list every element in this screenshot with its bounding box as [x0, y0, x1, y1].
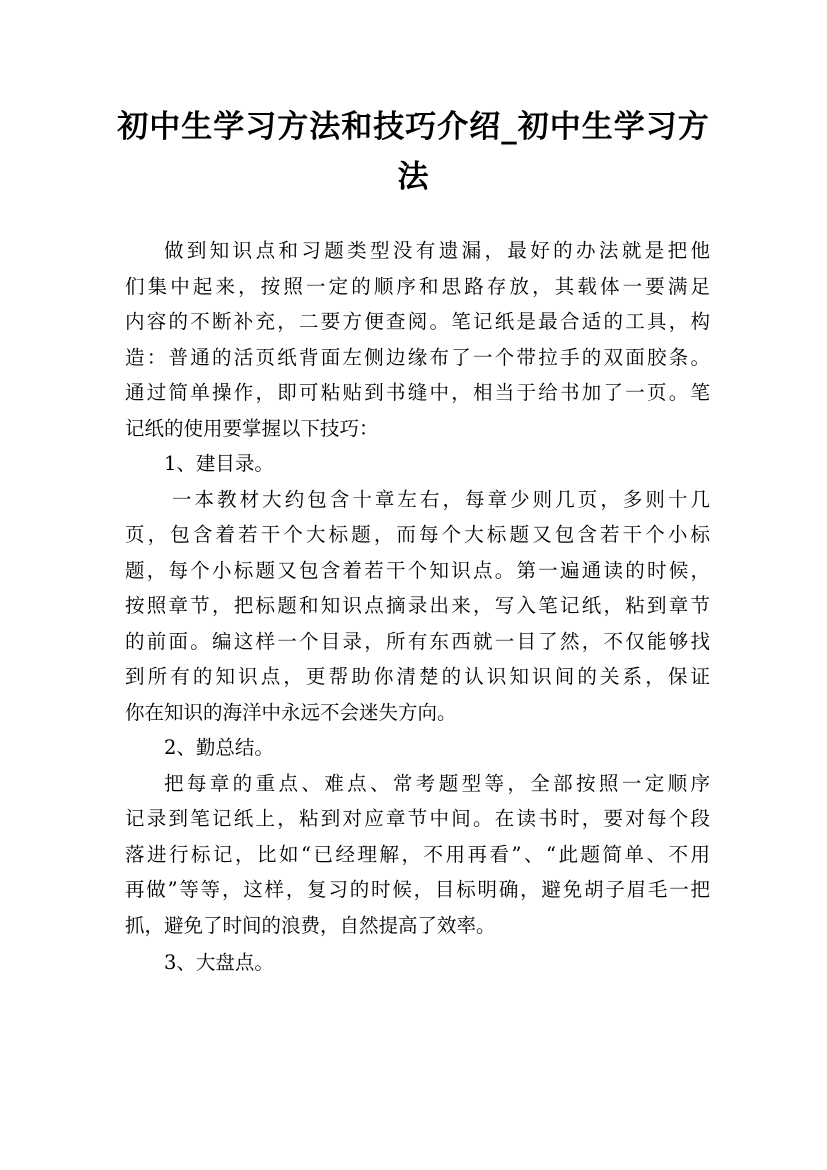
paragraph-line: 抓，避免了时间的浪费，自然提高了效率。: [125, 913, 496, 937]
paragraph-line: 你在知识的海洋中永远不会迷失方向。: [125, 700, 457, 724]
paragraph-line: 们集中起来，按照一定的顺序和思路存放，其载体一要满足: [125, 274, 710, 298]
paragraph-line: 内容的不断补充，二要方便查阅。笔记纸是最合适的工具，构: [125, 310, 710, 333]
paragraph-line: 页，包含着若干个大标题，而每个大标题又包含若干个小标: [125, 523, 710, 546]
paragraph-line: 的前面。编这样一个目录，所有东西就一目了然，不仅能够找: [125, 629, 710, 653]
document-title: [110, 102, 717, 202]
paragraph-section-1: [125, 482, 710, 731]
title-line-2: 法: [397, 159, 430, 195]
paragraph-line: 把每章的重点、难点、常考题型等，全部按照一定顺序: [164, 771, 710, 795]
section-heading-2: 2、勤总结。: [164, 736, 274, 759]
title-line-1: 初中生学习方法和技巧介绍_初中生学习方: [117, 109, 710, 145]
paragraph-section-2: [125, 766, 710, 944]
paragraph-line: 做到知识点和习题类型没有遗漏，最好的办法就是把他: [164, 239, 710, 262]
paragraph-line: 造：普通的活页纸背面左侧边缘布了一个带拉手的双面胶条。: [125, 345, 710, 369]
paragraph-line: 记录到笔记纸上，粘到对应章节中间。在读书时，要对每个段: [125, 807, 710, 830]
section-heading-1: 1、建目录。: [164, 452, 274, 475]
paragraph-line: 题，每个小标题又包含着若干个知识点。第一遍通读的时候，: [125, 558, 710, 582]
section-heading-3: 3、大盘点。: [164, 951, 274, 974]
document-body: [125, 233, 710, 981]
paragraph-intro: [125, 233, 710, 446]
paragraph-line: 到所有的知识点，更帮助你清楚的认识知识间的关系，保证: [125, 665, 710, 688]
paragraph-line: 一本教材大约包含十章左右，每章少则几页，多则十几: [172, 487, 710, 511]
paragraph-line: 通过简单操作，即可粘贴到书缝中，相当于给书加了一页。笔: [125, 381, 710, 404]
paragraph-line: 再做”等等，这样，复习的时候，目标明确，避免胡子眉毛一把: [125, 878, 710, 901]
paragraph-line: 按照章节，把标题和知识点摘录出来，写入笔记纸，粘到章节: [125, 594, 710, 617]
paragraph-line: 落进行标记，比如“已经理解，不用再看”、“此题简单、不用: [125, 842, 710, 866]
paragraph-line: 记纸的使用要掌握以下技巧：: [125, 416, 379, 440]
